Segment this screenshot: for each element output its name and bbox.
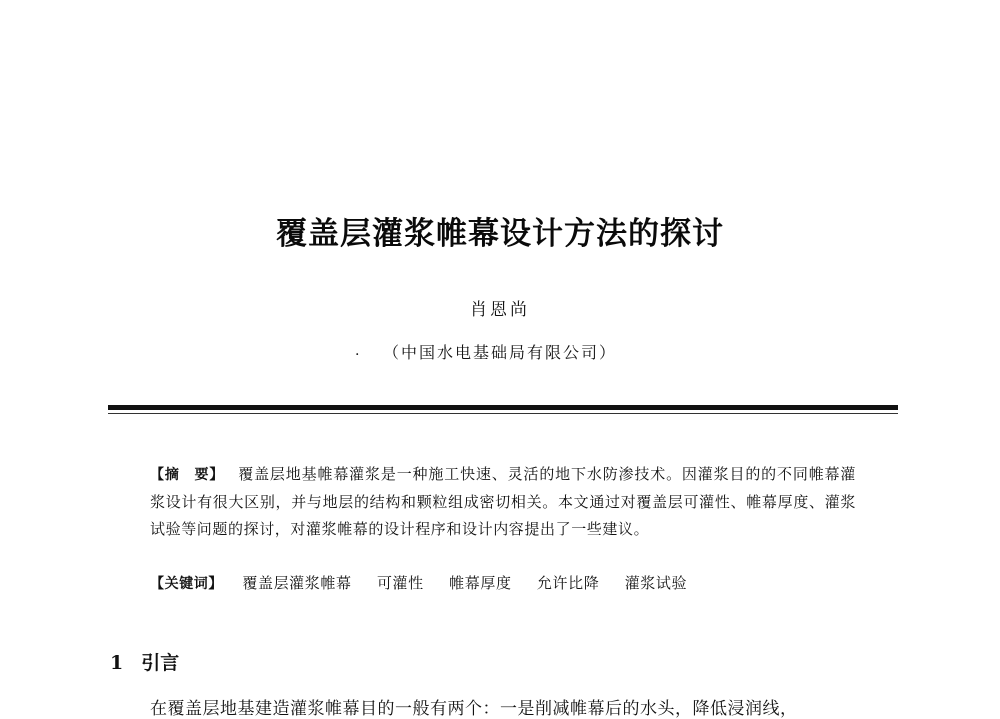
keywords-block: [150, 572, 707, 593]
section-title: 引言: [141, 652, 180, 674]
section-number: 1: [110, 652, 124, 674]
paper-title: 覆盖层灌浆帷幕设计方法的探讨: [276, 216, 724, 252]
author-affiliation: （中国水电基础局有限公司）: [382, 343, 617, 362]
keyword-item: 灌浆试验: [624, 574, 688, 592]
abstract-label: 【摘 要】: [150, 467, 225, 483]
author-name: 肖恩尚: [470, 300, 530, 320]
abstract-text: 覆盖层地基帷幕灌浆是一种施工快速、灵活的地下水防渗技术。因灌浆目的的不同帷幕灌浆设计有很大区别，并与地层的结构和颗粒组成密切相关。本文通过对覆盖层可灌性、帷幕厚度、灌浆试验等问题的探讨，对灌浆帷幕的设计程序和设计内容提出了一些建议。: [150, 465, 857, 538]
abstract-block: [150, 461, 856, 543]
section-heading: [110, 648, 179, 675]
keywords-label: 【关键词】: [150, 576, 223, 592]
keyword-item: 允许比降: [536, 574, 600, 592]
keyword-item: 覆盖层灌浆帷幕: [242, 574, 352, 592]
keyword-item: 可灌性: [376, 574, 424, 592]
header-rule-thick: [108, 405, 898, 410]
affiliation-mark: .: [355, 343, 360, 359]
body-paragraph: 在覆盖层地基建造灌浆帷幕目的一般有两个：一是削减帷幕后的水头，降低浸润线，: [150, 699, 798, 719]
keyword-item: 帷幕厚度: [449, 574, 512, 592]
header-rule-thin: [108, 413, 898, 414]
